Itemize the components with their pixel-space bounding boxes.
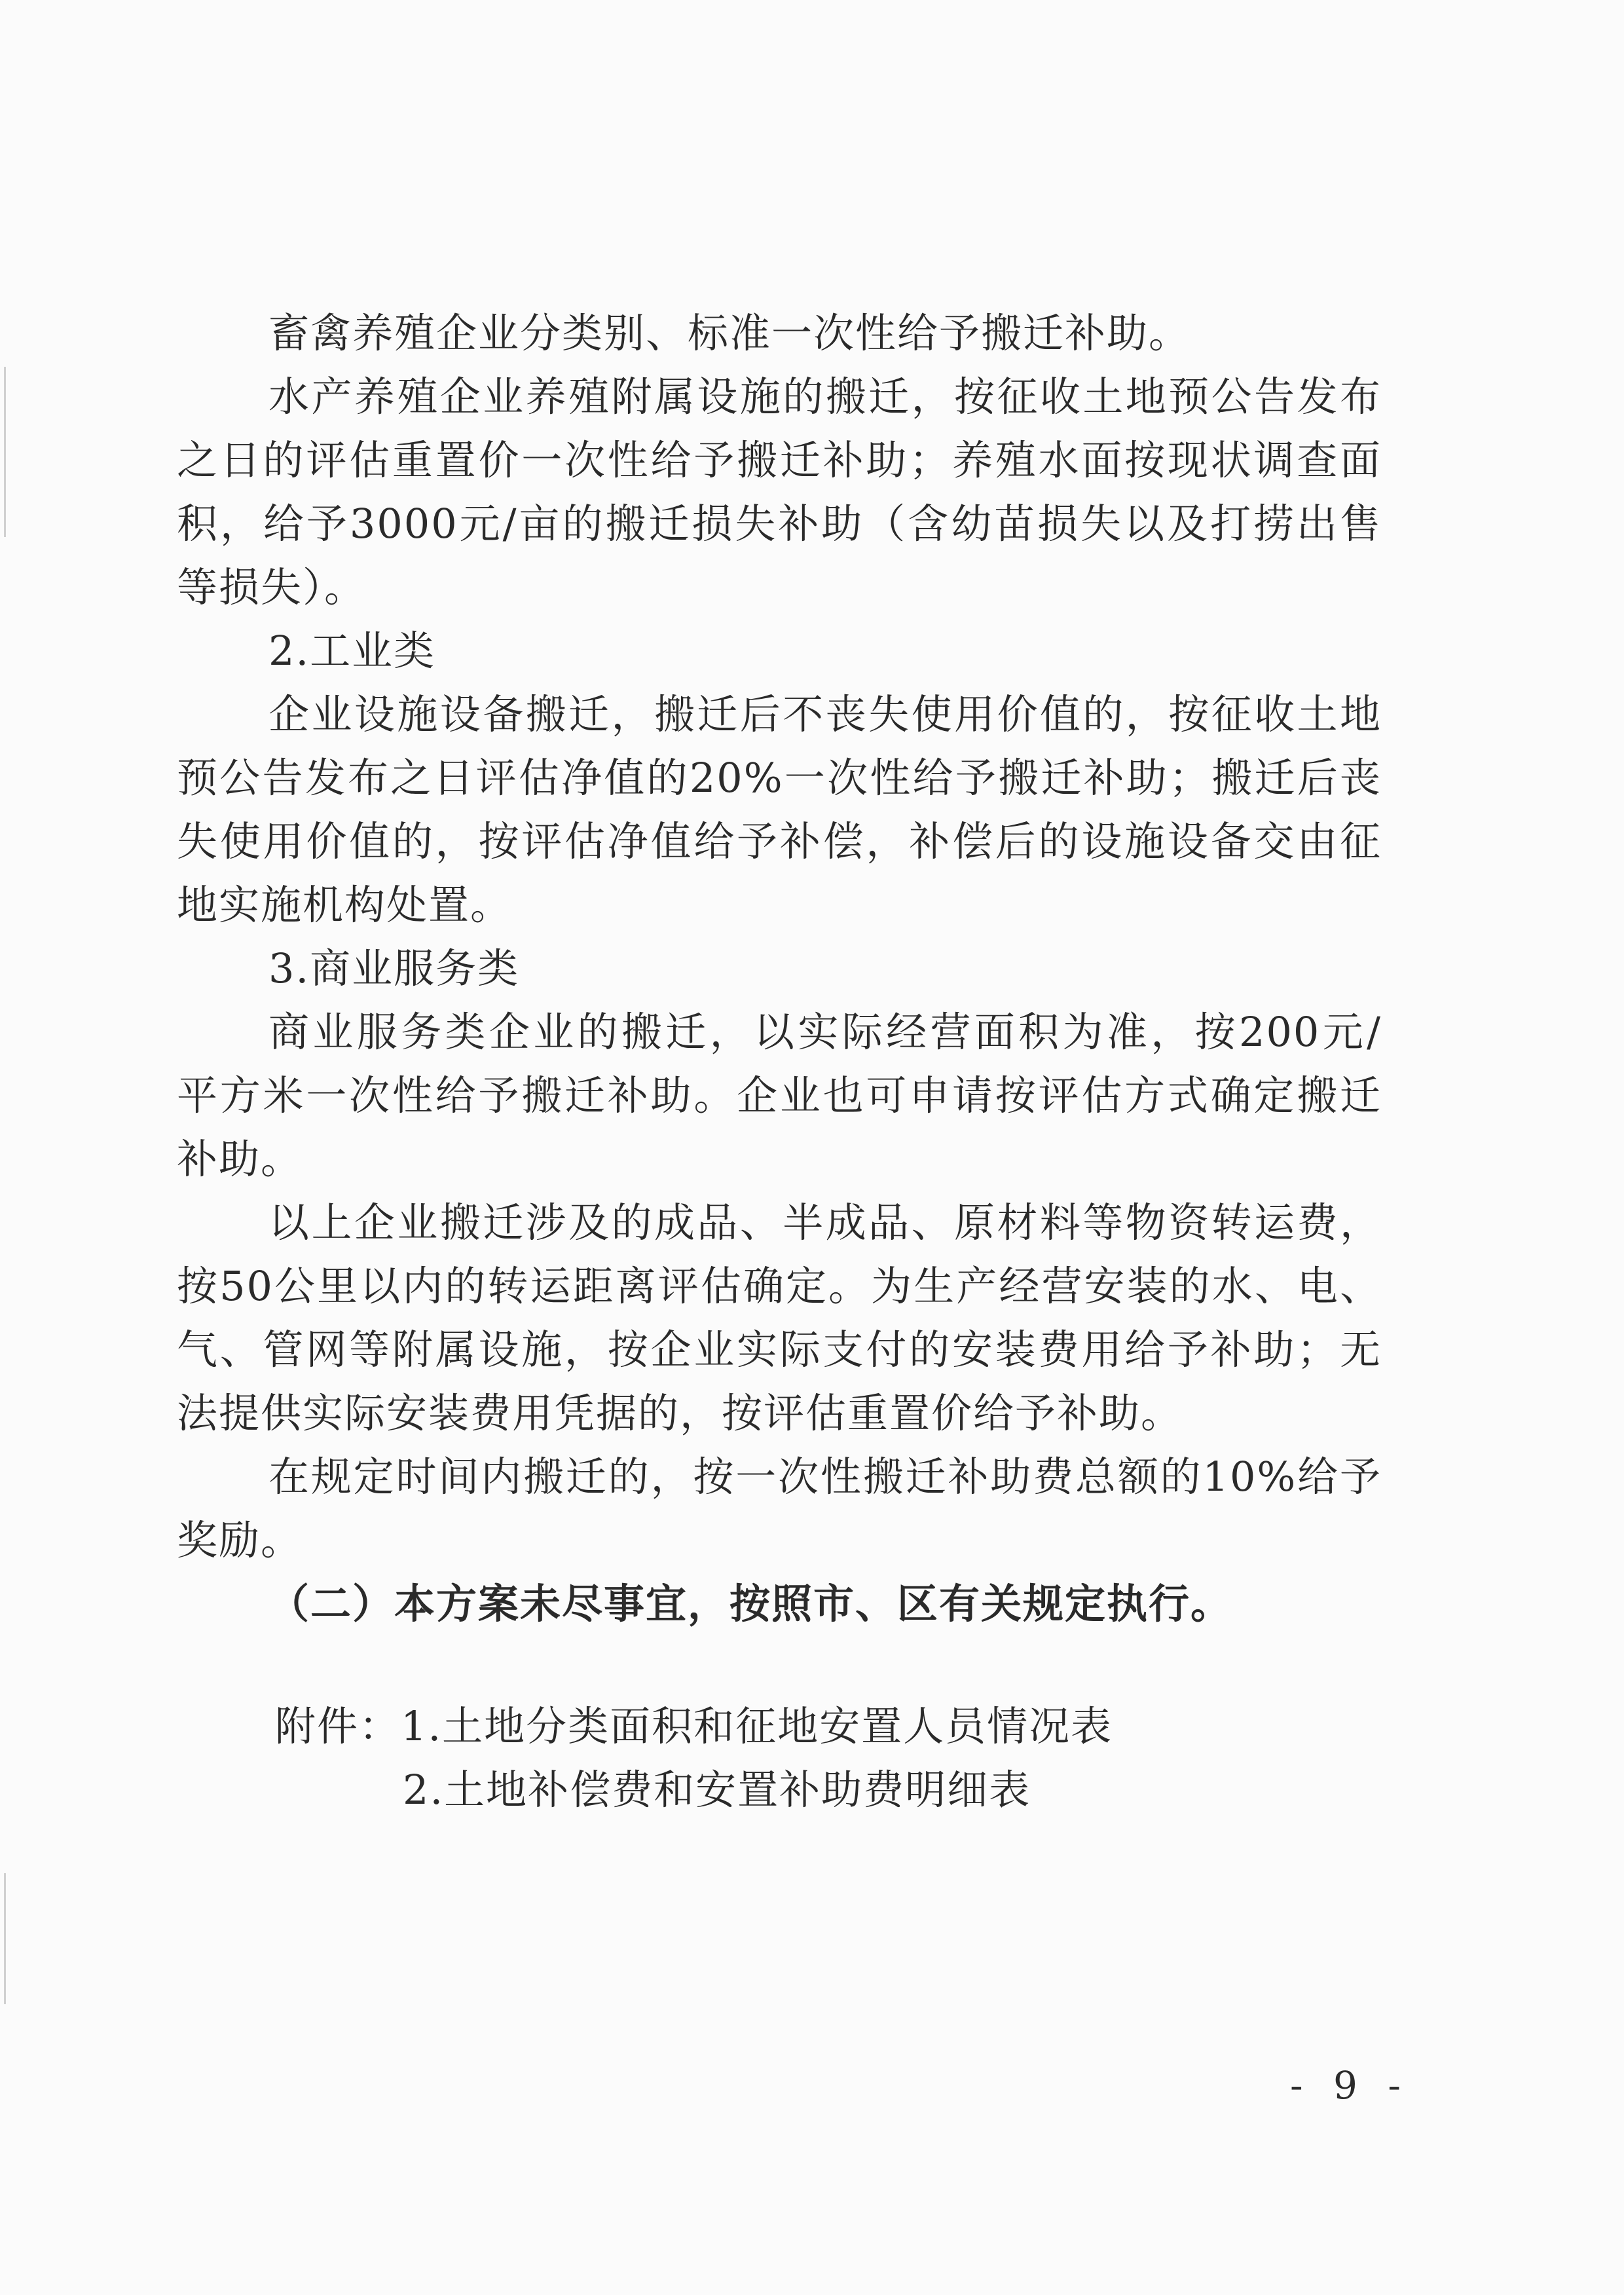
paragraph-line: 等损失）。 [177,563,367,611]
section-heading: 3.商业服务类 [268,944,520,992]
paragraph-line: 法提供实际安装费用凭据的，按评估重置价给予补助。 [177,1389,1183,1437]
paragraph-line: 预公告发布之日评估净值的20%一次性给予搬迁补助；搬迁后丧 [177,754,1382,802]
paragraph-line: 企业设施设备搬迁，搬迁后不丧失使用价值的，按征收土地 [268,690,1382,738]
paragraph-line: 以上企业搬迁涉及的成品、半成品、原材料等物资转运费， [268,1199,1382,1246]
paragraph-line: 商业服务类企业的搬迁，以实际经营面积为准，按200元/ [268,1008,1382,1056]
page-number: - 9 - [1290,2063,1410,2108]
section-heading: （二）本方案未尽事宜，按照市、区有关规定执行。 [268,1580,1233,1628]
paragraph-line: 地实施机构处置。 [177,881,513,929]
paragraph-line: 补助。 [177,1135,303,1183]
attachment-item-1 [177,1694,1382,1758]
paragraph-line: 失使用价值的，按评估净值给予补偿，补偿后的设施设备交由征 [177,817,1382,865]
attachment-label: 附件： [275,1702,401,1750]
paragraph-line: 积，给予3000元/亩的搬迁损失补助（含幼苗损失以及打捞出售 [177,500,1382,548]
attachment-item-2: 2.土地补偿费和安置补助费明细表 [403,1766,1031,1814]
paragraph-line: 畜禽养殖企业分类别、标准一次性给予搬迁补助。 [268,309,1191,357]
attachment-text: 1.土地分类面积和征地安置人员情况表 [401,1702,1113,1750]
paragraph-line: 气、管网等附属设施，按企业实际支付的安装费用给予补助；无 [177,1326,1382,1373]
paragraph-line: 水产养殖企业养殖附属设施的搬迁，按征收土地预公告发布 [268,373,1382,420]
binding-mark [4,1873,6,2004]
paragraph-line: 在规定时间内搬迁的，按一次性搬迁补助费总额的10%给予 [268,1453,1382,1501]
paragraph-line: 平方米一次性给予搬迁补助。企业也可申请按评估方式确定搬迁 [177,1072,1382,1119]
document-body [177,301,1382,1821]
section-heading: 2.工业类 [268,627,436,675]
paragraph-line: 按50公里以内的转运距离评估确定。为生产经营安装的水、电、 [177,1262,1382,1310]
paragraph-line: 之日的评估重置价一次性给予搬迁补助；养殖水面按现状调查面 [177,436,1382,484]
paragraph-line: 奖励。 [177,1516,303,1564]
binding-mark [4,367,6,537]
